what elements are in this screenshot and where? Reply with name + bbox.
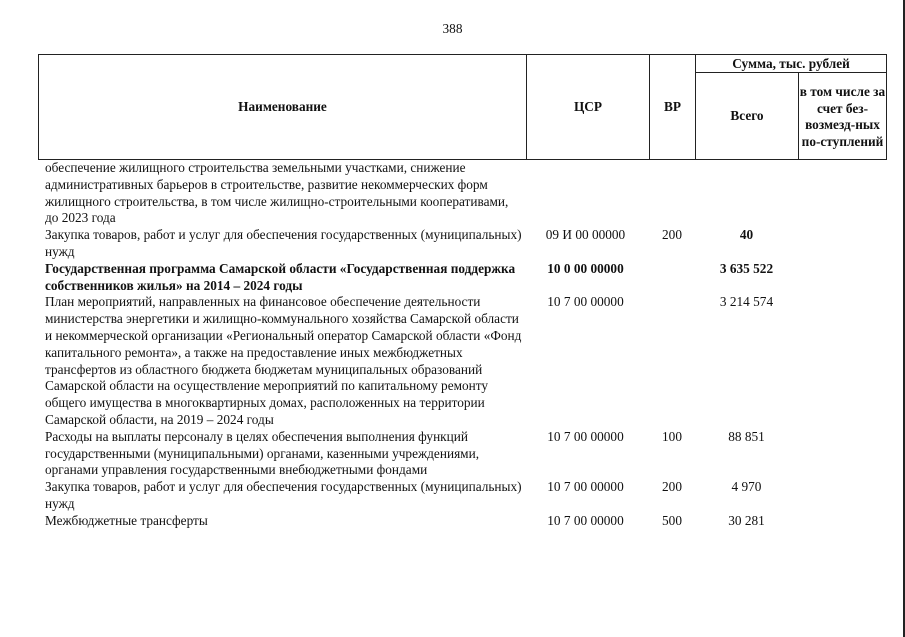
row-csr: 10 7 00 00000 <box>547 428 624 444</box>
row-csr <box>526 160 649 227</box>
row-csr: 10 7 00 00000 <box>547 512 624 528</box>
table-row <box>38 513 886 530</box>
row-name: Межбюджетные трансферты <box>45 512 208 528</box>
row-csr: 10 0 00 00000 <box>547 260 624 276</box>
table-row <box>38 429 886 479</box>
row-total: 3 635 522 <box>719 260 774 276</box>
row-name: План мероприятий, направленных на финансовое обеспечение деятельности министерства энергетики и жилищно-коммунального хозяйства Самарской области и некоммерческой организации «Региональный оператор Самарской области «Фонд капитального ремонта», а также на предоставление иных межбюджетных трансфертов из областного бюджета бюджетам муниципальных образований Самарской области на осуществление мероприятий по капитальному ремонту общего имущества в многоквартирных домах, расположенных на территории Самарской области, на 2019 – 2024 годы <box>45 294 522 427</box>
table-row <box>38 294 886 428</box>
header-total: Всего <box>696 73 799 160</box>
row-name: Закупка товаров, работ и услуг для обеспечения государственных (муниципальных) нужд <box>45 227 522 259</box>
row-non-repayable <box>798 261 886 295</box>
row-vr <box>649 294 695 428</box>
row-total: 3 214 574 <box>719 294 774 310</box>
row-total: 30 281 <box>728 512 765 528</box>
row-non-repayable <box>798 479 886 513</box>
row-total <box>695 160 798 227</box>
row-total: 88 851 <box>728 428 765 444</box>
table-header <box>38 54 887 160</box>
header-vr: ВР <box>650 55 696 160</box>
table-row <box>38 227 886 261</box>
row-csr: 09 И 00 00000 <box>545 227 626 243</box>
row-name: Расходы на выплаты персоналу в целях обеспечения выполнения функций государственными (муниципальными) органами, казенными учреждениями, органами управления государственными внебюджетными фондами <box>45 428 480 478</box>
table-row <box>38 479 886 513</box>
row-name: Государственная программа Самарской области «Государственная поддержка собственников жилья» на 2014 – 2024 годы <box>45 260 516 293</box>
row-total: 40 <box>739 227 754 243</box>
row-csr: 10 7 00 00000 <box>547 294 624 310</box>
row-vr: 200 <box>662 479 682 495</box>
table-body <box>38 160 886 530</box>
row-vr: 200 <box>662 227 682 243</box>
header-csr: ЦСР <box>527 55 650 160</box>
row-vr <box>649 160 695 227</box>
row-vr: 500 <box>662 512 682 528</box>
table-row <box>38 261 886 295</box>
row-name: обеспечение жилищного строительства земельными участками, снижение административных барьеров в строительстве, развитие некоммерческих форм жилищного строительства, в том числе жилищно-строительными кооперативами, до 2023 года <box>45 160 509 226</box>
row-non-repayable <box>798 227 886 261</box>
row-total: 4 970 <box>731 479 762 495</box>
budget-table <box>38 160 886 530</box>
row-vr <box>649 261 695 295</box>
header-sum-group: Сумма, тыс. рублей <box>696 55 887 73</box>
row-vr: 100 <box>662 428 682 444</box>
header-name: Наименование <box>39 55 527 160</box>
table-row <box>38 160 886 227</box>
row-non-repayable <box>798 513 886 530</box>
page-number: 388 <box>442 21 463 36</box>
header-non-repayable: в том числе за счет без-возмезд-ных по-ступлений <box>799 73 887 160</box>
row-non-repayable <box>798 294 886 428</box>
row-non-repayable <box>798 160 886 227</box>
row-csr: 10 7 00 00000 <box>547 479 624 495</box>
row-name: Закупка товаров, работ и услуг для обеспечения государственных (муниципальных) нужд <box>45 479 522 511</box>
row-non-repayable <box>798 429 886 479</box>
